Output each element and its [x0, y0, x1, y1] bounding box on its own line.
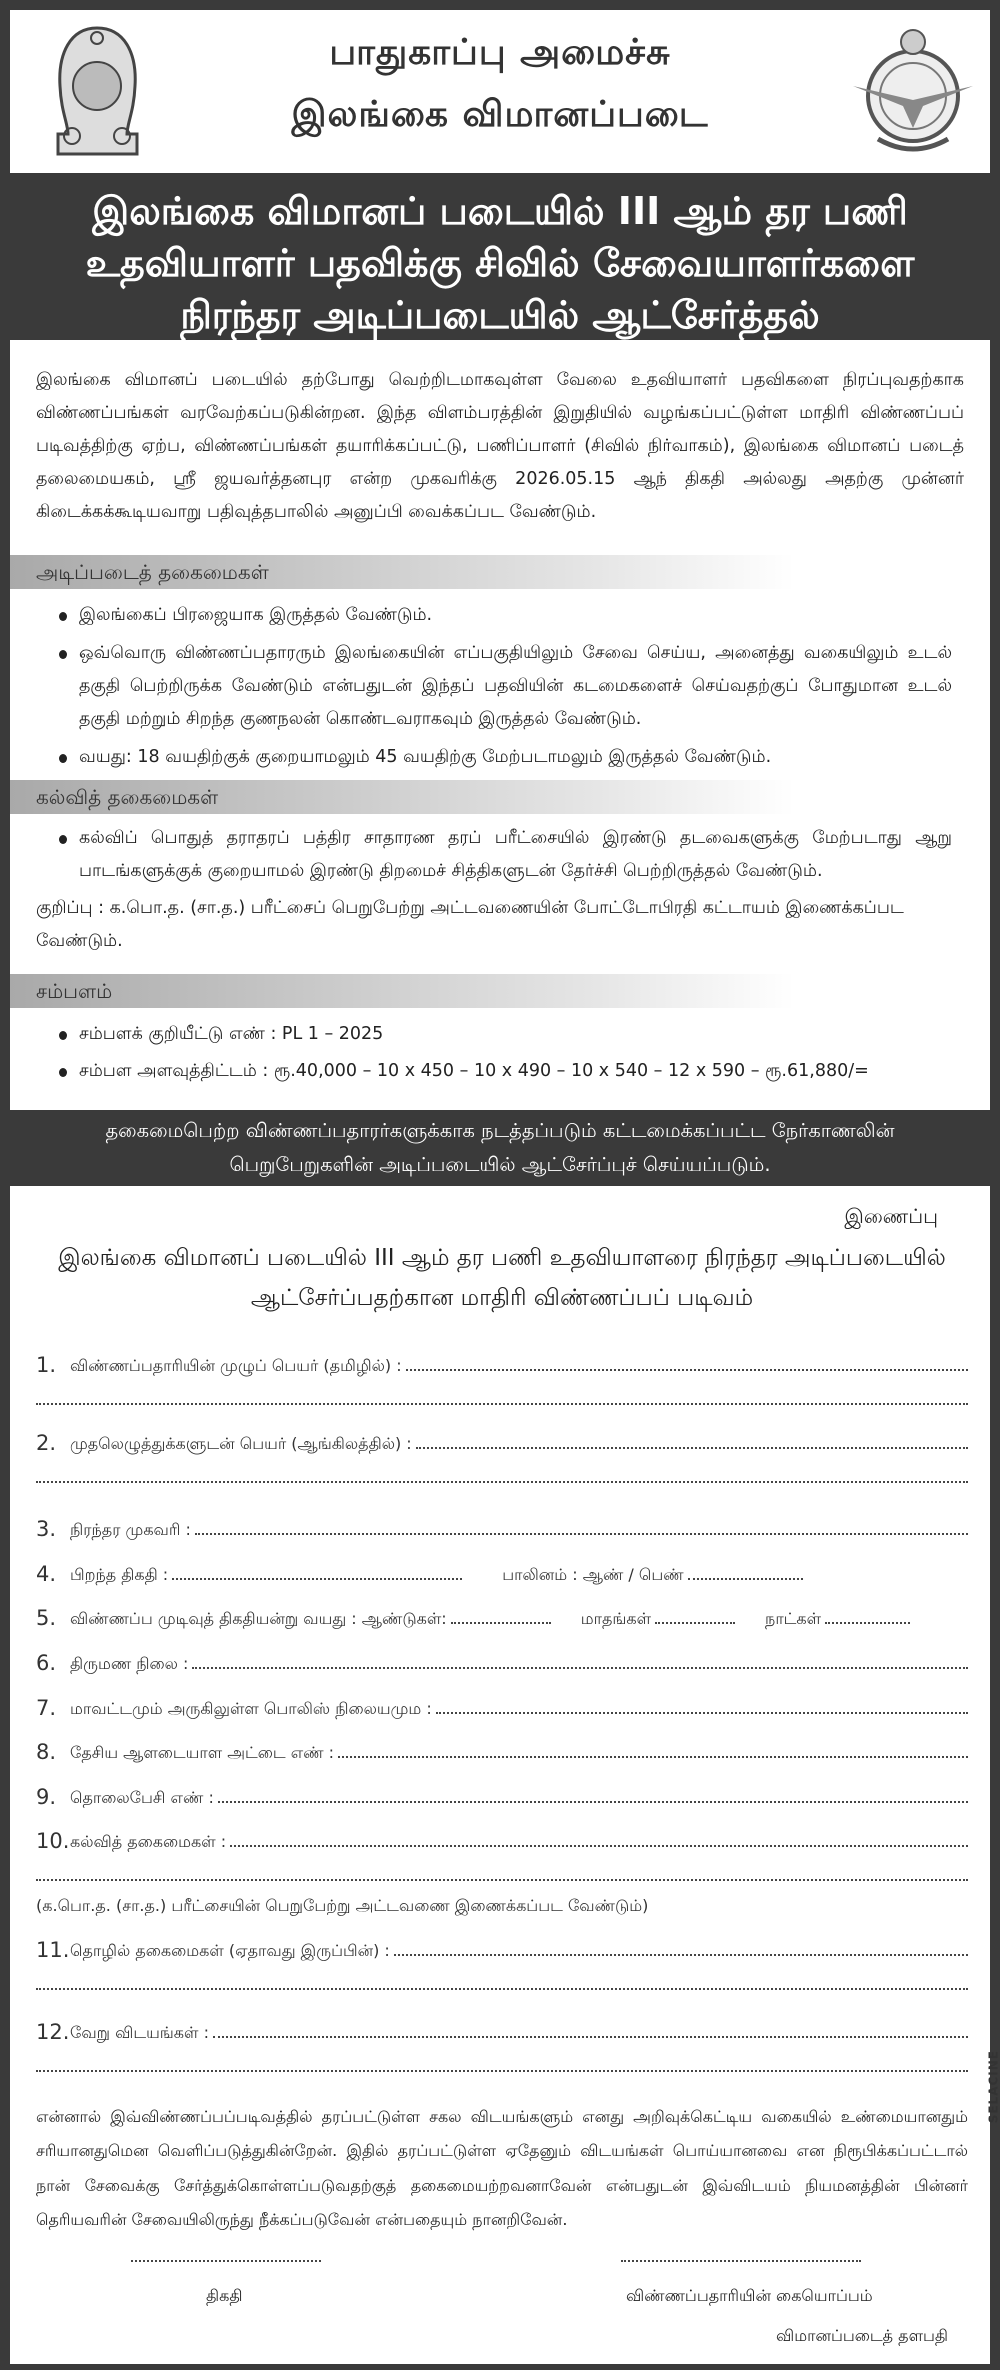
form-title — [36, 1238, 968, 1318]
fill-line[interactable] — [655, 1622, 735, 1624]
field-note: (க.பொ.த. (சா.த.) பரீட்சையின் பெறுபேற்று அட்டவணை இணைக்கப்பட வேண்டும்) — [36, 1896, 649, 1916]
fill-line[interactable] — [172, 1578, 462, 1580]
fill-line[interactable] — [36, 1481, 968, 1483]
list-item: இலங்கைப் பிரஜையாக இருத்தல் வேண்டும். — [79, 599, 964, 632]
title-line: இலங்கை விமானப் படையில் III ஆம் தர பணி — [92, 189, 908, 233]
field-professional[interactable] — [36, 1917, 968, 1962]
field-number: 2. — [36, 1431, 57, 1456]
notice-line: பெறுபேறுகளின் அடிப்படையில் ஆட்சேர்ப்புச் செய்யப்படும். — [229, 1153, 771, 1176]
field-number: 6. — [36, 1650, 57, 1675]
field-label: நிரந்தர முகவரி : — [70, 1520, 191, 1540]
signature-area — [36, 2238, 968, 2354]
salary-list — [36, 1018, 964, 1088]
header — [10, 10, 990, 173]
field-nic[interactable] — [36, 1720, 968, 1765]
field-number: 1. — [36, 1352, 57, 1377]
field-marital-status[interactable] — [36, 1630, 968, 1675]
lower-section — [0, 340, 1000, 2370]
field-label: மாதங்கள் — [580, 1609, 652, 1629]
declaration-text: என்னால் இவ்விண்ணப்பப்படிவத்தில் தரப்பட்டுள்ள சகல விடயங்களும் எனது அறிவுக்கெட்டிய வகையில் உண்மையானதும் சரியானதுமென வெளிப்படுத்துகின்றேன். இதில் தரப்பட்டுள்ள ஏதேனும் விடயங்கள் பொய்யானவை என நிரூபிக்கப்பட்டால் நான் சேவைக்கு சேர்த்துக்கொள்ளப்படுவதற்குத் தகைமையற்றவனாவேன் என்பதுடன் இவ்விடயம் நியமனத்தின் பின்னர் தெரியவரின் சேவையிலிருந்து நீக்கப்படுவேன் என்பதையும் நானறிவேன். — [36, 2106, 968, 2230]
notice-line: தகைமைபெற்ற விண்ணப்பதாரர்களுக்காக நடத்தப்படும் கட்டமைக்கப்பட்ட நேர்காணலின் — [105, 1119, 895, 1142]
interview-notice — [0, 1110, 1000, 1186]
signature-line[interactable] — [621, 2260, 861, 2262]
field-birth-gender[interactable] — [36, 1541, 968, 1586]
fill-line[interactable] — [436, 1712, 968, 1714]
field-number: 7. — [36, 1695, 57, 1720]
field-label: நாட்கள் — [765, 1609, 822, 1629]
form-title-line: ஆட்சேர்ப்பதற்கான மாதிரி விண்ணப்பப் படிவம் — [250, 1285, 754, 1311]
field-age[interactable] — [36, 1586, 968, 1631]
education-note: குறிப்பு : க.பொ.த. (சா.த.) பரீட்சைப் பெறுபேற்று அட்டவணையின் போட்டோபிரதி கட்டாயம் இணைக்கப்பட வேண்டும். — [36, 898, 904, 951]
intro-paragraph: இலங்கை விமானப் படையில் தற்போது வெற்றிடமாகவுள்ள வேலை உதவியாளர் பதவிகளை நிரப்புவதற்காக விண்ணப்பங்கள் வரவேற்கப்படுகின்றன. இந்த விளம்பரத்தின் இறுதியில் வழங்கப்பட்டுள்ள மாதிரி விண்ணப்பப் படிவத்திற்கு ஏற்ப, விண்ணப்பங்கள் தயாரிக்கப்பட்டு, பணிப்பாளர் (சிவில் நிர்வாகம்), இலங்கை விமானப் படைத் தலைமையகம், ஸ்ரீ ஜயவர்த்தனபுர என்ற முகவரிக்கு 2026.05.15 ஆந் திகதி அல்லது அதற்கு முன்னர் கிடைக்கக்கூடியவாறு பதிவுத்தபாலில் அனுப்பி வைக்கப்பட வேண்டும். — [36, 370, 964, 522]
section-heading-salary: சம்பளம் — [10, 974, 990, 1008]
signature-label: விண்ணப்பதாரியின் கையொப்பம் — [626, 2285, 873, 2305]
application-form — [10, 1186, 990, 2364]
field-number: 4. — [36, 1561, 57, 1586]
title-line: நிரந்தர அடிப்படையில் ஆட்சேர்த்தல் — [180, 293, 820, 337]
field-number: 9. — [36, 1784, 57, 1809]
field-full-name-tamil[interactable] — [36, 1332, 968, 1377]
field-label: தொலைபேசி எண் : — [70, 1787, 214, 1807]
fill-line[interactable] — [218, 1801, 968, 1803]
fill-line[interactable] — [416, 1447, 968, 1449]
field-label: மாவட்டமும் அருகிலுள்ள பொலிஸ் நிலையமும : — [70, 1698, 432, 1718]
field-number: 5. — [36, 1606, 57, 1631]
field-label: தொழில் தகைமைகள் (ஏதாவது இருப்பின்) : — [70, 1940, 390, 1960]
fill-line[interactable] — [36, 1988, 968, 1990]
field-number: 10. — [36, 1829, 70, 1854]
fill-line[interactable] — [36, 1879, 968, 1881]
basic-qualifications-list — [36, 599, 964, 774]
fill-line[interactable] — [451, 1622, 551, 1624]
field-phone[interactable] — [36, 1764, 968, 1809]
field-name-english[interactable] — [36, 1411, 968, 1456]
fill-line[interactable] — [688, 1578, 803, 1580]
air-force-crest-icon — [848, 24, 978, 159]
date-line[interactable] — [131, 2260, 321, 2262]
field-label: விண்ணப்பதாரியின் முழுப் பெயர் (தமிழில்) : — [70, 1355, 402, 1375]
air-force-name: இலங்கை விமானப்படை — [291, 94, 709, 135]
list-item: சம்பள அளவுத்திட்டம் : ரூ.40,000 – 10 x 450 – 10 x 490 – 10 x 540 – 12 x 590 – ரூ.61,880/= — [79, 1055, 964, 1088]
field-education[interactable] — [36, 1809, 968, 1854]
fill-line[interactable] — [213, 2036, 968, 2038]
field-label: தேசிய ஆளடையாள அட்டை எண் : — [70, 1743, 335, 1763]
date-label: திகதி — [206, 2285, 243, 2305]
form-title-line: இலங்கை விமானப் படையில் III ஆம் தர பணி உதவியாளரை நிரந்தர அடிப்படையில் — [58, 1245, 946, 1271]
fill-line[interactable] — [36, 2070, 968, 2072]
field-number: 12. — [36, 2019, 70, 2044]
ministry-name: பாதுகாப்பு அமைச்சு — [329, 32, 671, 73]
field-label: விண்ணப்ப முடிவுத் திகதியன்று வயது : ஆண்டுகள்: — [70, 1609, 447, 1629]
field-other[interactable] — [36, 1996, 968, 2044]
title-line: உதவியாளர் பதவிக்கு சிவில் சேவையாளர்களை — [85, 241, 915, 285]
field-label: வேறு விடயங்கள் : — [70, 2022, 209, 2042]
commander-title: விமானப்படைத் தளபதி — [776, 2325, 949, 2345]
field-district-police[interactable] — [36, 1675, 968, 1720]
advert-body — [10, 340, 990, 1110]
watermark: SELACINE — [986, 2050, 1000, 2124]
section-heading-basic: அடிப்படைத் தகைமைகள் — [10, 555, 990, 589]
fill-line[interactable] — [825, 1622, 910, 1624]
field-label: பாலினம் : ஆண் / பெண் — [502, 1564, 684, 1584]
field-address[interactable] — [36, 1489, 968, 1541]
annex-label: இணைப்பு — [844, 1204, 938, 1228]
field-number: 8. — [36, 1740, 57, 1765]
fill-line[interactable] — [192, 1667, 968, 1669]
fill-line[interactable] — [338, 1756, 968, 1758]
list-item: கல்விப் பொதுத் தராதரப் பத்திர சாதாரண தரப் பரீட்சையில் இரண்டு தடவைகளுக்கு மேற்படாது ஆறு பாடங்களுக்குக் குறையாமல் இரண்டு திறமைச் சித்திகளுடன் தேர்ச்சி பெற்றிருத்தல் வேண்டும். — [79, 822, 964, 888]
field-number: 11. — [36, 1937, 70, 1962]
section-heading-education: கல்வித் தகைமைகள் — [10, 780, 990, 814]
fill-line[interactable] — [36, 1403, 968, 1405]
list-item: வயது: 18 வயதிற்குக் குறையாமலும் 45 வயதிற்கு மேற்படாமலும் இருத்தல் வேண்டும். — [79, 741, 964, 774]
list-item: சம்பளக் குறியீட்டு எண் : PL 1 – 2025 — [79, 1018, 964, 1051]
fill-line[interactable] — [406, 1369, 968, 1371]
advert-title — [0, 173, 1000, 340]
field-label: முதலெழுத்துக்களுடன் பெயர் (ஆங்கிலத்தில்) : — [70, 1434, 412, 1454]
fill-line[interactable] — [230, 1845, 968, 1847]
field-label: கல்வித் தகைமைகள் : — [70, 1832, 227, 1852]
field-number: 3. — [36, 1517, 57, 1542]
fill-line[interactable] — [195, 1533, 968, 1535]
field-label: பிறந்த திகதி : — [70, 1564, 169, 1584]
list-item: ஒவ்வொரு விண்ணப்பதாரரும் இலங்கையின் எப்பகுதியிலும் சேவை செய்ய, அனைத்து வகையிலும் உடல் தகுதி பெற்றிருக்க வேண்டும் என்பதுடன் இந்தப் பதவியின் கடமைகளைச் செய்வதற்குப் போதுமான உடல் தகுதி மற்றும் சிறந்த குணநலன் கொண்டவராகவும் இருத்தல் வேண்டும். — [79, 637, 964, 736]
field-label: திருமண நிலை : — [70, 1653, 189, 1673]
education-list — [36, 822, 964, 888]
fill-line[interactable] — [394, 1954, 968, 1956]
